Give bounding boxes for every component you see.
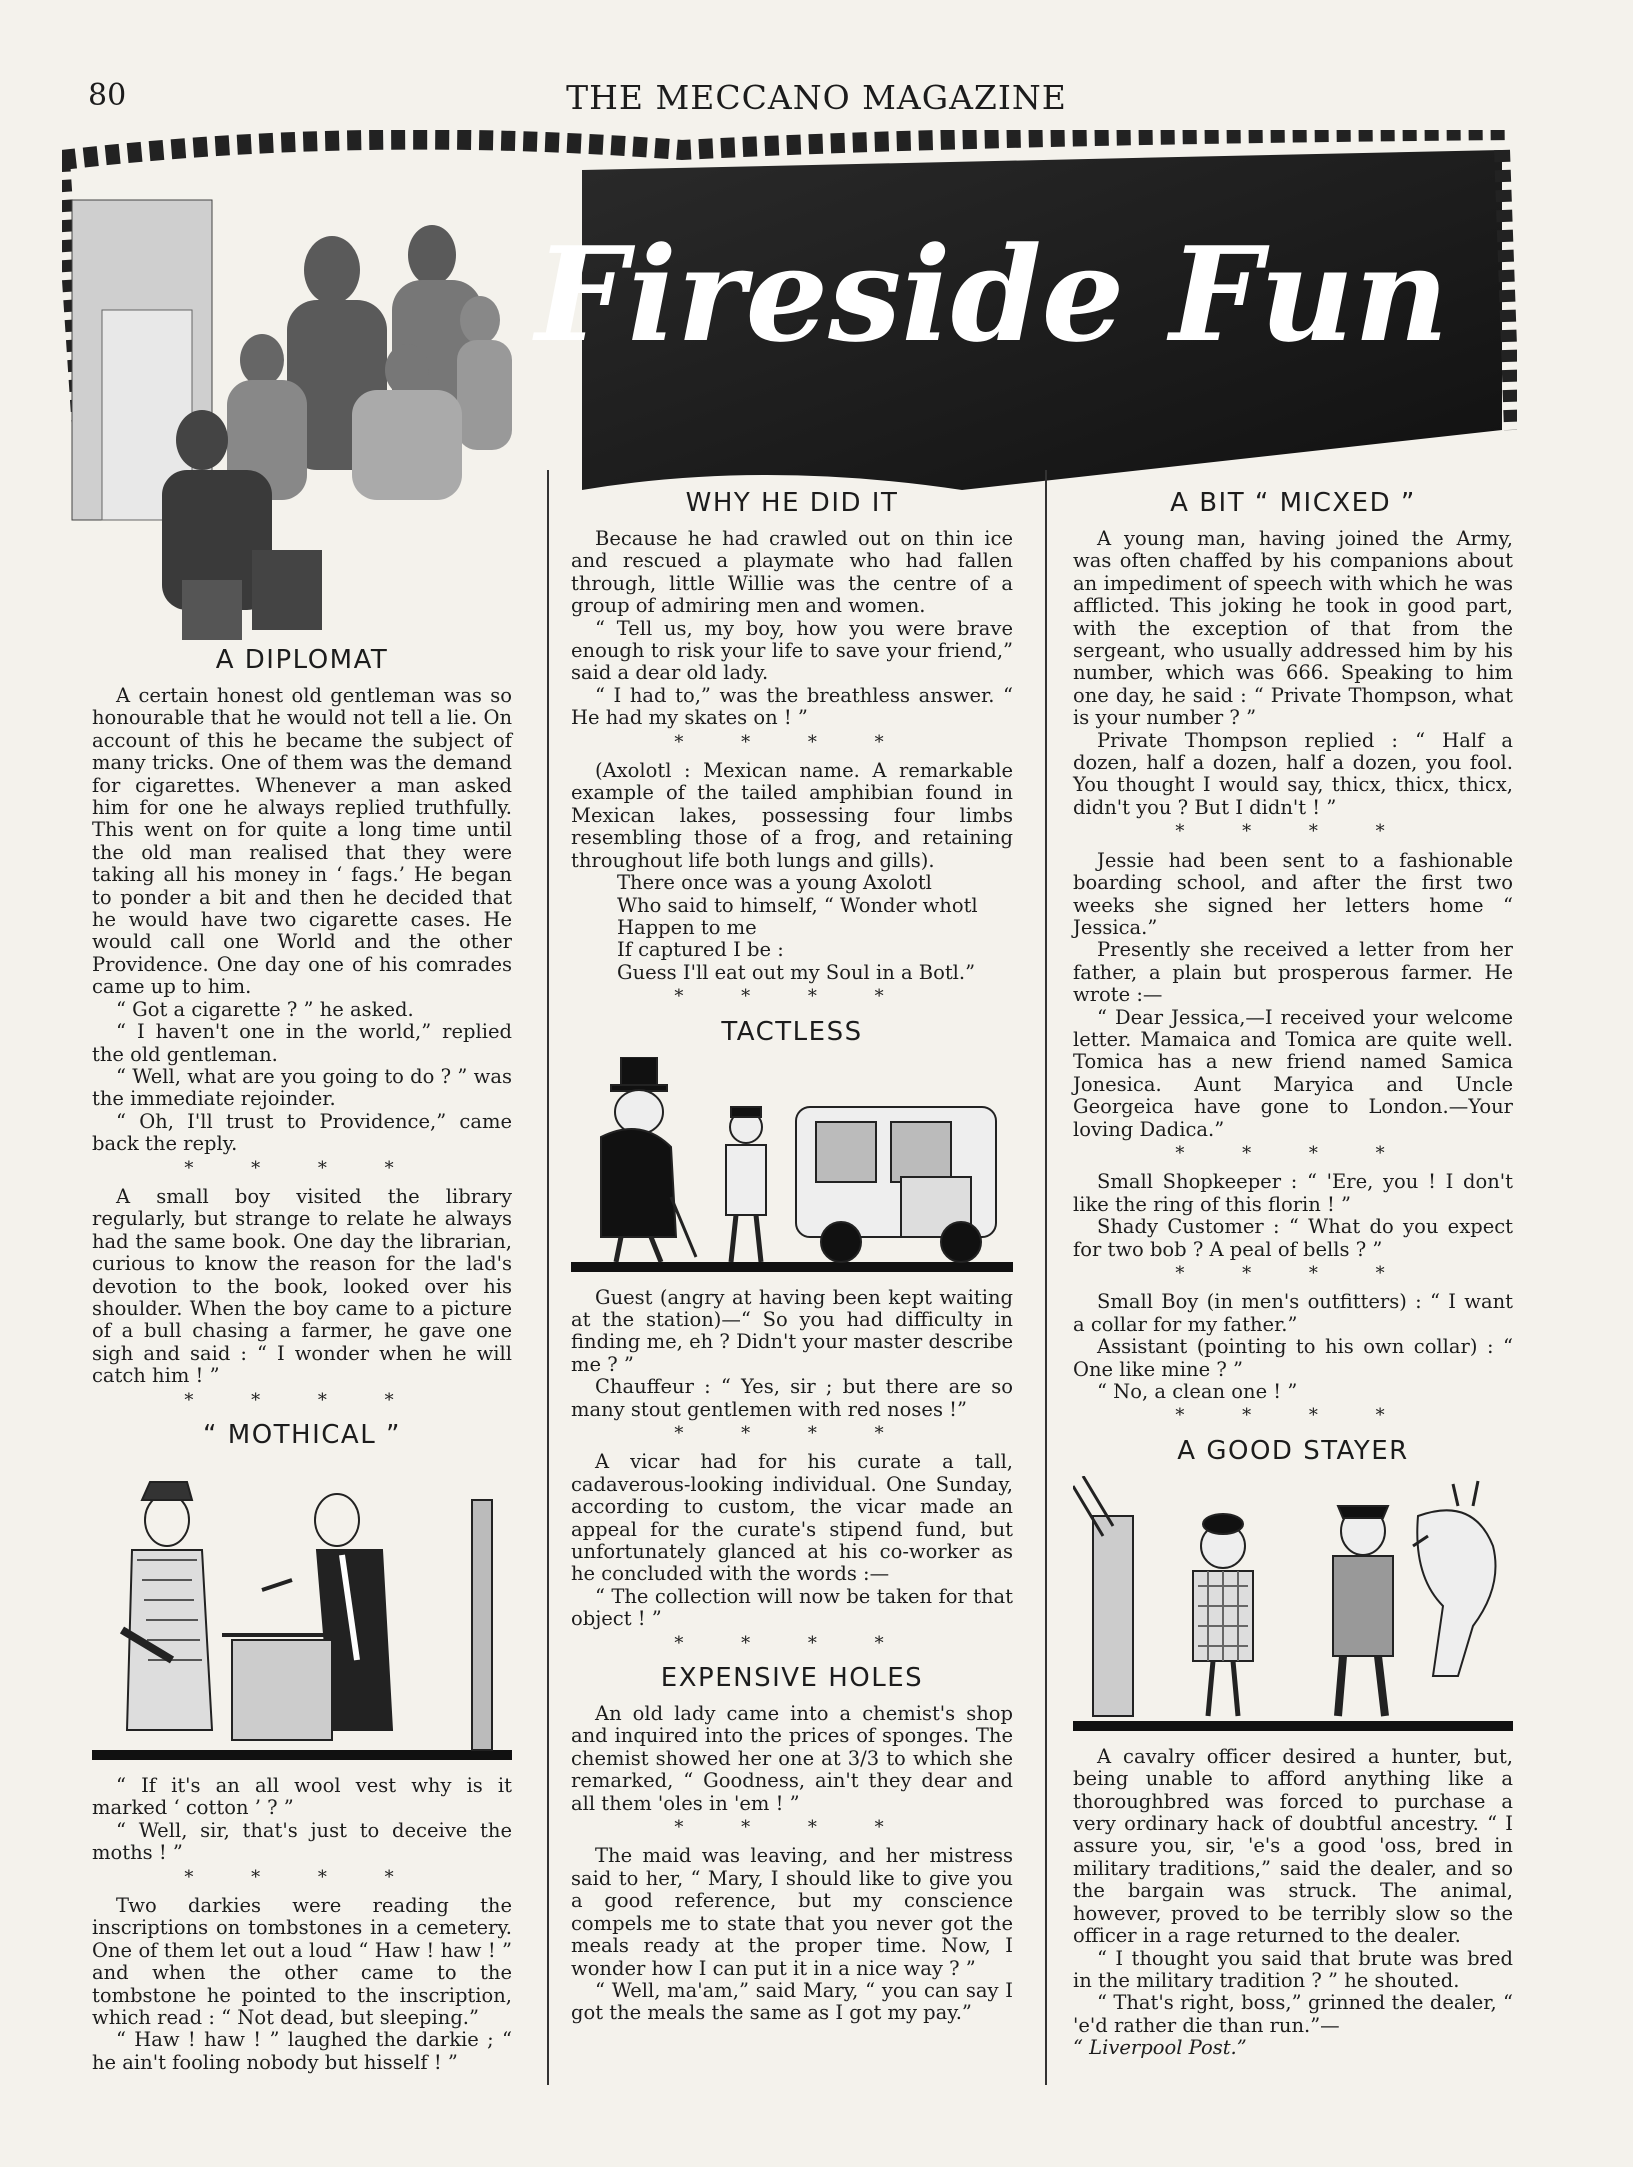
magazine-title: THE MECCANO MAGAZINE <box>566 78 1067 117</box>
mothical-title: “ MOTHICAL ” <box>203 1420 401 1450</box>
verse-line: There once was a young Axolotl <box>617 871 932 895</box>
separator-stars: * * * * <box>1175 1142 1411 1164</box>
column-rule-2 <box>1045 470 1047 2085</box>
paragraph: Small Boy (in men's outfitters) : “ I want a collar for my father.” <box>1073 1290 1513 1336</box>
separator-stars: * * * * <box>184 1389 420 1411</box>
why-title: WHY HE DID IT <box>685 488 899 518</box>
column-2 <box>571 480 1013 2025</box>
paragraph: “ Got a cigarette ? ” he asked. <box>116 997 414 1021</box>
paragraph: Chauffeur : “ Yes, sir ; but there are so many stout gentlemen with red noses !” <box>571 1375 1013 1421</box>
holes-title: EXPENSIVE HOLES <box>660 1663 924 1694</box>
paragraph: “ If it's an all wool vest why is it marked ‘ cotton ’ ? ” <box>92 1774 512 1820</box>
paragraph: “ I had to,” was the breathless answer. “ He had my skates on ! ” <box>571 683 1013 730</box>
paragraph: A cavalry officer desired a hunter, but, being unable to afford anything like a thoroughbred was forced to purchase a very ordinary hack of doubtful ancestry. “ I assure you, sir, 'e's a good 'oss, bred in military traditions,” said the dealer, and so the bargain was struck. The animal, however, proved to be terribly slow so the officer in a rage returned to the dealer. <box>1073 1744 1513 1948</box>
separator-stars: * * * * <box>674 986 910 1008</box>
column-1 <box>92 637 512 2074</box>
paragraph: A certain honest old gentleman was so honourable that he would not tell a lie. On account of this he became the subject of many tricks. One of them was the demand for cigarettes. Whenever a man asked him for one he always replied truthfully. This went on for quite a long time until the old man realised that they were taking all his money in ‘ fags.’ He began to ponder a bit and then he decided that he would have two cigarette cases. He would call one World and the other Providence. One day one of his comrades came up to him. <box>92 684 512 999</box>
paragraph: “ Haw ! haw ! ” laughed the darkie ; “ he ain't fooling nobody but hisself ! ” <box>92 2028 512 2074</box>
banner-title: Fireside Fun <box>535 218 1449 371</box>
separator-stars: * * * * <box>674 731 910 753</box>
paragraph: “ Well, what are you going to do ? ” was the immediate rejoinder. <box>92 1064 512 1111</box>
column-rule-1 <box>547 470 549 2085</box>
paragraph: Assistant (pointing to his own collar) : “ One like mine ? ” <box>1073 1335 1513 1381</box>
page-number: 80 <box>88 78 127 113</box>
paragraph: Private Thompson replied : “ Half a dozen, half a dozen, half a dozen, you fool. You thought I would say, thicx, thicx, thicx, didn't you ? But I didn't ! ” <box>1073 728 1513 819</box>
paragraph: Shady Customer : “ What do you expect for two bob ? A peal of bells ? ” <box>1073 1215 1513 1261</box>
separator-stars: * * * * <box>674 1422 910 1444</box>
separator-stars: * * * * <box>184 1866 420 1888</box>
paragraph: Small Shopkeeper : “ 'Ere, you ! I don't like the ring of this florin ! ” <box>1073 1170 1513 1216</box>
paragraph: “ Tell us, my boy, how you were brave enough to risk your life to save your friend,” said a dear old lady. <box>571 616 1013 685</box>
paragraph: “ Oh, I'll trust to Providence,” came back the reply. <box>92 1109 512 1156</box>
tactless-title: TACTLESS <box>721 1016 863 1047</box>
paragraph: “ I thought you said that brute was bred in the military tradition ? ” he shouted. <box>1073 1946 1513 1992</box>
paragraph: A small boy visited the library regularly, but strange to relate he always had the same book. One day the librarian, curious to know the reason for the lad's devotion to the book, looked over his shoulder. When the boy came to a picture of a bull chasing a farmer, he gave one sigh and said : “ I wonder when he will catch him ! ” <box>92 1184 512 1388</box>
paragraph: Guest (angry at having been kept waiting at the station)—“ So you had difficulty in finding me, eh ? Didn't your master describe me ? ” <box>571 1285 1013 1376</box>
diplomat-title: A DIPLOMAT <box>215 645 389 675</box>
stayer-cartoon <box>1073 1476 1513 1736</box>
source-credit: “ Liverpool Post.” <box>1073 2036 1247 2060</box>
paragraph: Two darkies were reading the inscriptions on tombstones in a cemetery. One of them let out a loud “ Haw ! haw ! ” and when the other came to the tombstone he pointed to the inscription, which read : “ Not dead, but sleeping.” <box>92 1894 512 2030</box>
paragraph: “ Dear Jessica,—I received your welcome letter. Mamaica and Tomica are quite well. Tomica has a new friend named Samica Jonesica. Aunt Maryica and Uncle Georgeica have gone to London.—Your loving Dadica.” <box>1073 1005 1513 1141</box>
separator-stars: * * * * <box>1175 1263 1411 1284</box>
separator-stars: * * * * <box>674 1817 910 1839</box>
paragraph: “ The collection will now be taken for that object ! ” <box>571 1584 1013 1631</box>
paragraph: The maid was leaving, and her mistress said to her, “ Mary, I should like to give you a good reference, but my conscience compels me to state that you never got the meals ready at the proper time. Now, I wonder how I can put it in a nice way ? ” <box>571 1844 1013 1980</box>
paragraph: Because he had crawled out on thin ice and rescued a playmate who had fallen through, little Willie was the centre of a group of admiring men and women. <box>571 527 1013 618</box>
paragraph: “ Well, ma'am,” said Mary, “ you can say I got the meals the same as I got my pay.” <box>571 1978 1013 2025</box>
family-illustration <box>162 225 512 640</box>
paragraph: “ Well, sir, that's just to deceive the moths ! ” <box>92 1818 512 1865</box>
column-3 <box>1073 480 1513 2060</box>
paragraph: (Axolotl : Mexican name. A remarkable example of the tailed amphibian found in Mexican lakes, possessing four limbs resembling those of a frog, and retaining throughout life both lungs and gills). <box>571 759 1013 872</box>
paragraph: “ No, a clean one ! ” <box>1097 1380 1298 1404</box>
micxed-title: A BIT “ MICXED ” <box>1170 488 1416 518</box>
verse-line: If captured I be : <box>617 938 784 962</box>
separator-stars: * * * * <box>184 1157 420 1179</box>
verse-line: Happen to me <box>617 915 757 939</box>
paragraph: Presently she received a letter from her father, a plain but prosperous farmer. He wrote :— <box>1073 938 1513 1007</box>
tactless-cartoon <box>571 1057 1013 1277</box>
verse-line: Who said to himself, “ Wonder whotl <box>617 893 978 917</box>
paragraph: A young man, having joined the Army, was often chaffed by his companions about an impediment of speech with which he was afflicted. This joking he took in good part, with the exception of that from the sergeant, who usually addressed him by his number, which was 666. Speaking to him one day, he said : “ Private Thompson, what is your number ? ” <box>1073 527 1513 730</box>
paragraph: “ I haven't one in the world,” replied the old gentleman. <box>92 1020 512 1066</box>
separator-stars: * * * * <box>1175 821 1411 843</box>
separator-stars: * * * * <box>674 1632 910 1654</box>
paragraph: “ That's right, boss,” grinned the dealer, “ 'e'd rather die than run.”— <box>1073 1991 1513 2037</box>
stayer-title: A GOOD STAYER <box>1177 1435 1409 1466</box>
verse-line: Guess I'll eat out my Soul in a Botl.” <box>617 960 976 984</box>
paragraph: A vicar had for his curate a tall, cadaverous-looking individual. One Sunday, according to custom, the vicar made an appeal for the curate's stipend fund, but unfortunately glanced at his co-worker as he concluded with the words :— <box>571 1450 1013 1586</box>
separator-stars: * * * * <box>1175 1405 1411 1427</box>
paragraph: An old lady came into a chemist's shop and inquired into the prices of sponges. The chemist showed her one at 3/3 to which she remarked, “ Goodness, ain't they dear and all them 'oles in 'em ! ” <box>571 1702 1013 1815</box>
paragraph: Jessie had been sent to a fashionable boarding school, and after the first two weeks she signed her letters home “ Jessica.” <box>1073 848 1513 939</box>
mothical-cartoon <box>92 1460 512 1765</box>
